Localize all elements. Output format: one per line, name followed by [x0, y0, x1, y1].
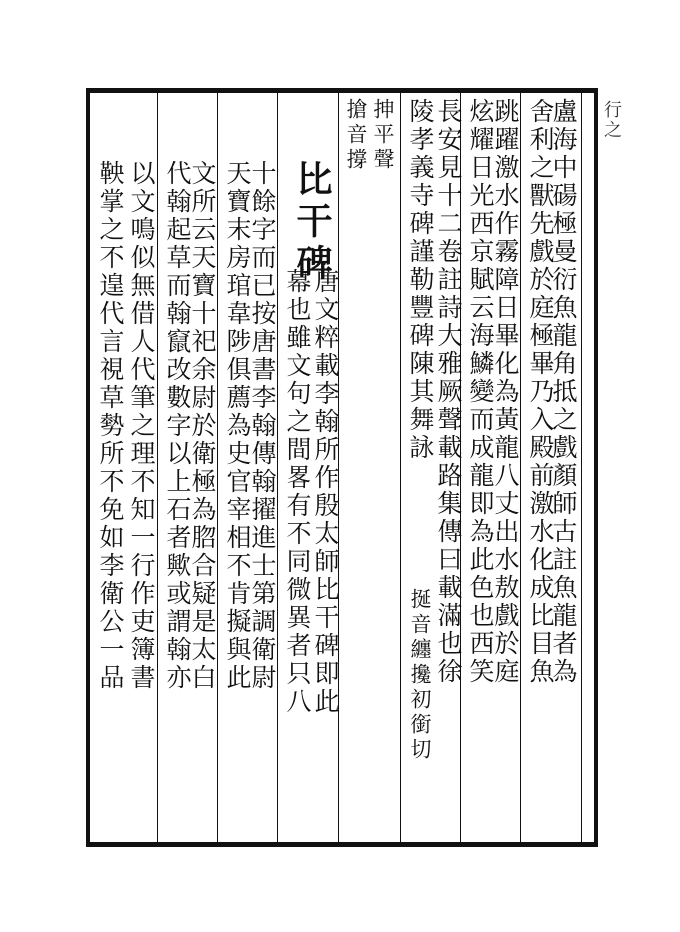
- text-column-5: 長安見十二卷註詩大雅厥聲載路集傳曰載滿也徐: [434, 98, 463, 686]
- pronunciation-note-2: 搶音撐: [344, 98, 368, 173]
- text-column-2: 舍利之獸先戲於庭極畢乃入殿前激水化成比目魚: [526, 98, 555, 686]
- section-heading: 比干碑: [291, 160, 333, 286]
- margin-fragment: 行之: [601, 100, 622, 140]
- column-divider: [581, 93, 582, 842]
- annotation-column: 挻音纏攙初銜切: [408, 588, 432, 763]
- column-divider: [400, 93, 401, 842]
- text-column-8: 幕也雖文句之間畧有不同微異者只八: [283, 268, 312, 716]
- text-column-7: 唐文粹載李翰所作殷太師比干碑即此: [311, 268, 340, 716]
- text-column-11: 文所云天寶十祀余尉於衛極為脗合疑是太白: [188, 160, 217, 692]
- left-border: [86, 88, 90, 847]
- text-column-1: 盧海中碭極曼衍魚龍角抵之戲顏師古註魚龍者為: [549, 98, 578, 686]
- text-column-13: 以文鳴似無借人代筆之理不知一行作吏簿書: [127, 160, 156, 692]
- text-column-10: 天寶末房琯韋陟俱薦為史官宰相不肯擬與此: [223, 160, 252, 692]
- pronunciation-note-1: 抻平聲: [371, 98, 395, 173]
- text-column-9: 十餘字而已按唐書李翰傳翰擢進士第調衛尉: [248, 160, 277, 692]
- right-border: [594, 88, 598, 847]
- text-column-12: 代翰起草而翰竄改數字以上石者歟或謂翰亦: [163, 160, 192, 692]
- text-column-6: 陵孝義寺碑謹勒豐碑陳其舞詠: [406, 98, 435, 462]
- bottom-border: [86, 842, 598, 847]
- text-column-4: 炫耀日光西京賦云海鱗變而成龍即為此色也西笑: [466, 98, 495, 686]
- text-column-14: 鞅掌之不遑代言視草勢所不免如李衛公一品: [96, 160, 125, 692]
- text-column-3: 跳躍激水作霧障日畢化為黃龍八丈出水敖戲於庭: [491, 98, 520, 686]
- top-border: [86, 88, 598, 93]
